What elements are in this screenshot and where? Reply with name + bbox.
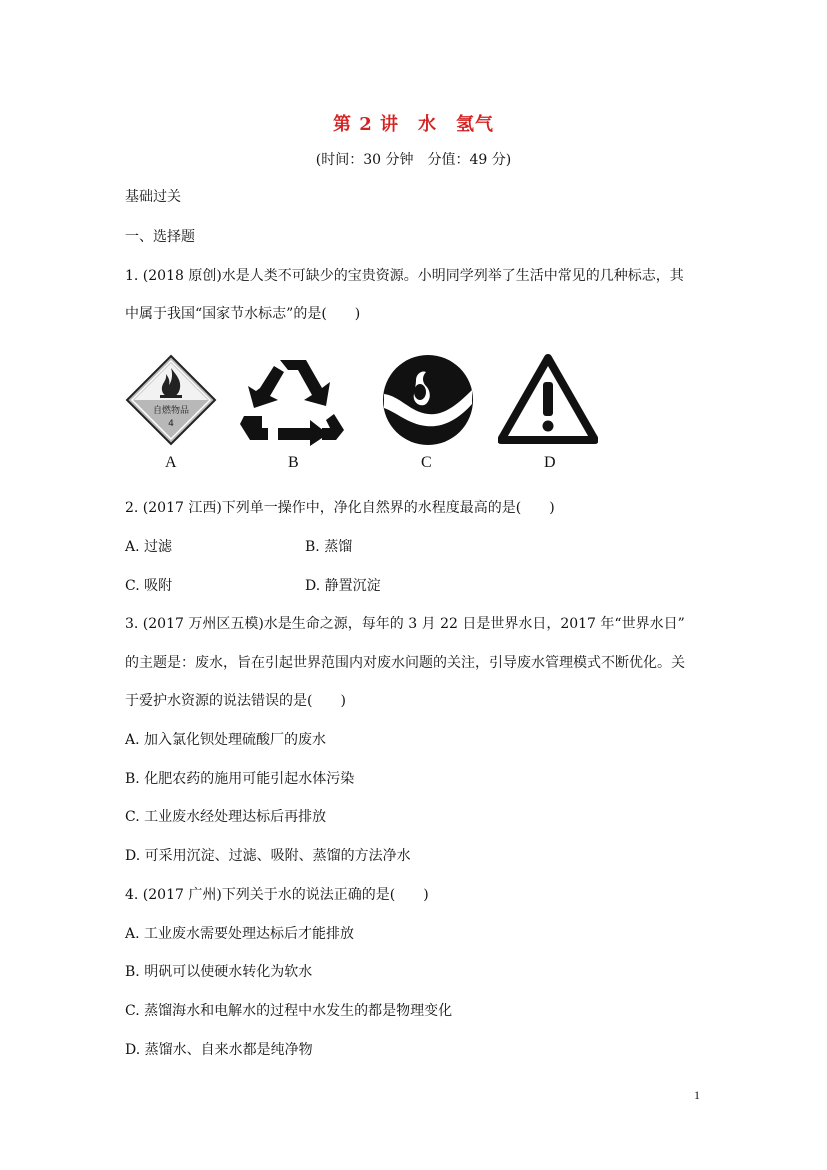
question-2-option-d: D. 静置沉淀 [305, 578, 381, 594]
question-2-option-c: C. 吸附 [125, 578, 173, 594]
flammable-solid-hazard-sign-icon [125, 354, 217, 446]
question-4-option-b: B. 明矾可以使硬水转化为软水 [125, 964, 313, 980]
exam-info: (时间：30 分钟 分值：49 分) [315, 152, 512, 168]
sign-a-label: A [165, 454, 177, 471]
warning-triangle-sign-icon [498, 354, 598, 446]
question-1-line-2: 中属于我国“国家节水标志”的是( ) [125, 306, 361, 322]
question-3-option-d: D. 可采用沉淀、过滤、吸附、蒸馏的方法净水 [125, 848, 411, 864]
question-3-line-1: 3. (2017 万州区五模)水是生命之源，每年的 3 月 22 日是世界水日，2017 年“世界水日” [125, 616, 685, 632]
recycle-sign-icon [238, 354, 348, 446]
question-4-option-c: C. 蒸馏海水和电解水的过程中水发生的都是物理变化 [125, 1003, 453, 1019]
sign-a-text: 自燃物品 [152, 406, 190, 416]
question-3-line-3: 于爱护水资源的说法错误的是( ) [125, 693, 346, 709]
sign-d-label: D [544, 454, 556, 471]
question-4-stem: 4. (2017 广州)下列关于水的说法正确的是( ) [125, 887, 429, 903]
sign-b-label: B [288, 454, 299, 471]
question-1-line-1: 1. (2018 原创)水是人类不可缺少的宝贵资源。小明同学列举了生活中常见的几种标志，其 [125, 268, 684, 284]
sign-c-label: C [421, 454, 432, 471]
question-3-option-b: B. 化肥农药的施用可能引起水体污染 [125, 771, 355, 787]
question-4-option-a: A. 工业废水需要处理达标后才能排放 [125, 926, 355, 942]
question-2-option-a: A. 过滤 [125, 539, 173, 555]
question-3-line-2: 的主题是：废水，旨在引起世界范围内对废水问题的关注，引导废水管理模式不断优化。关 [125, 655, 685, 671]
section-heading: 基础过关 [125, 189, 181, 205]
question-3-option-a: A. 加入氯化钡处理硫酸厂的废水 [125, 732, 327, 748]
water-saving-sign-icon [380, 354, 476, 446]
page-number: 1 [694, 1088, 700, 1102]
question-4-option-d: D. 蒸馏水、自来水都是纯净物 [125, 1042, 313, 1058]
question-3-option-c: C. 工业废水经处理达标后再排放 [125, 809, 327, 825]
question-2-stem: 2. (2017 江西)下列单一操作中，净化自然界的水程度最高的是( ) [125, 500, 555, 516]
question-2-option-b: B. 蒸馏 [305, 539, 353, 555]
subsection-heading: 一、选择题 [125, 229, 195, 245]
page-title: 第 2 讲 水 氢气 [332, 114, 495, 135]
sign-a-number: 4 [168, 419, 174, 429]
